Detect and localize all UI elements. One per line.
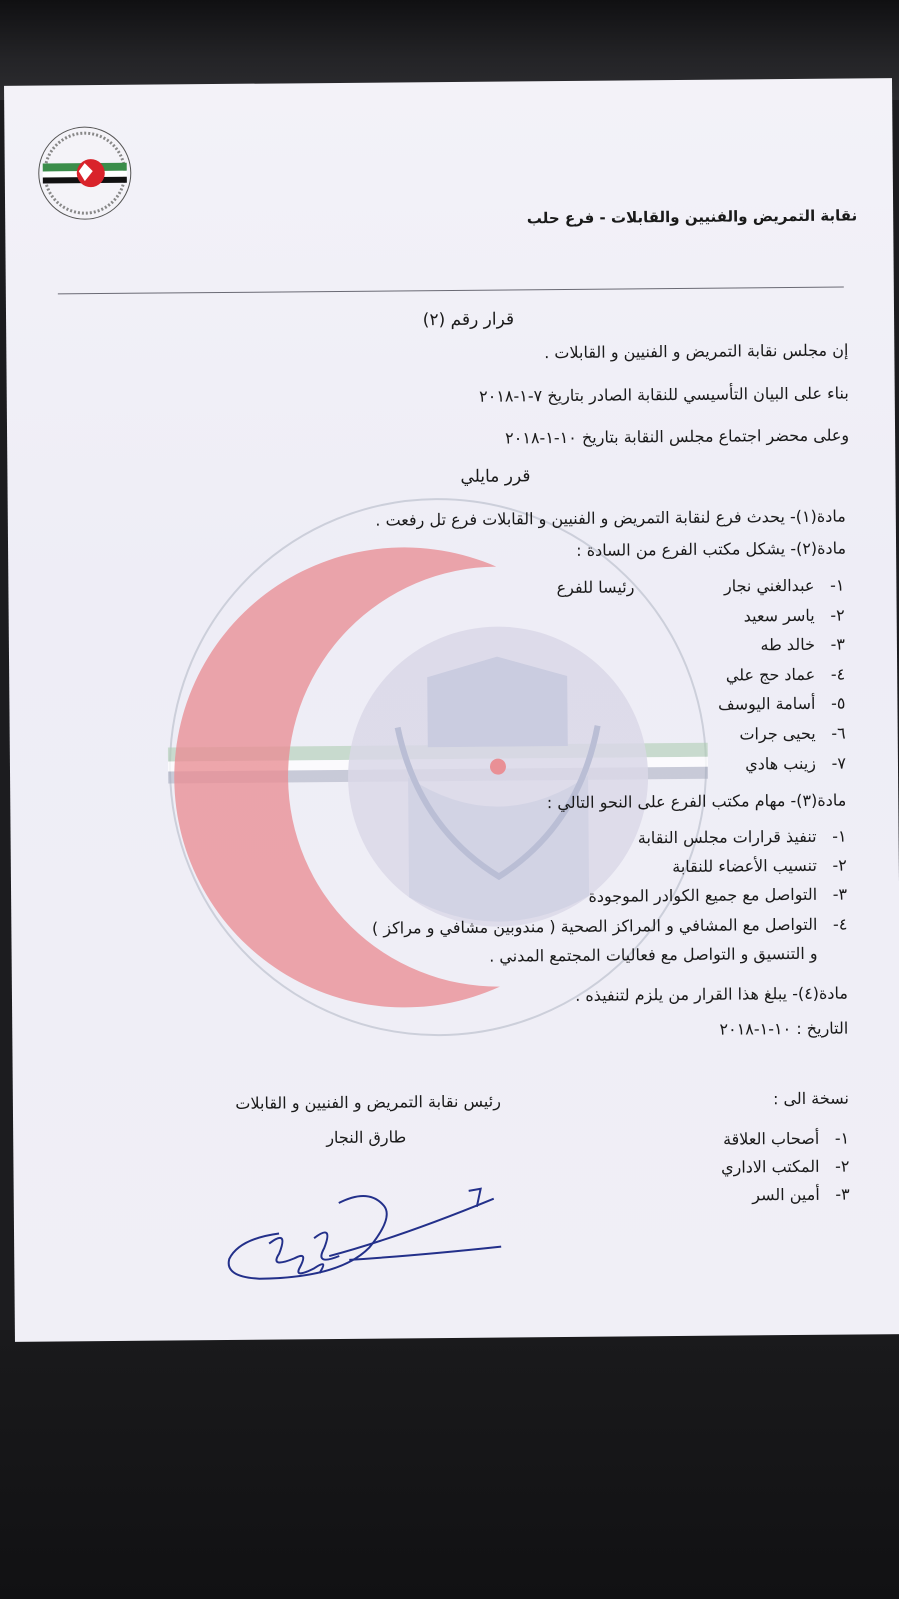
watermark-seal: [165, 475, 710, 1060]
member-number: ٧-: [831, 753, 847, 773]
member-role: رئيسا للفرع: [556, 577, 635, 598]
article-1: مادة(١)- يحدث فرع لنقابة التمريض و الفنيين و القابلات فرع تل رفعت .: [375, 506, 846, 530]
task-text: التواصل مع جميع الكوادر الموجودة: [588, 884, 818, 906]
syndicate-logo-icon: [34, 123, 135, 224]
task-number: ٢-: [832, 855, 847, 875]
preamble-line-1: إن مجلس نقابة التمريض و الفنيين و القابلات .: [544, 340, 849, 363]
member-name: خالد طه: [760, 634, 816, 655]
member-number: ٦-: [831, 723, 846, 743]
member-name: عبدالغني نجار: [723, 575, 815, 596]
preamble-line-3: وعلى محضر اجتماع مجلس النقابة بتاريخ ١٠-١-٢٠١٨: [505, 425, 850, 448]
resolved-heading: قرر مايلي: [460, 466, 531, 487]
task-number: ٤-: [832, 914, 848, 934]
task-text: التواصل مع المشافي و المراكز الصحية ( مندوبين مشافي و مراكز ): [371, 914, 818, 938]
copy-number: ٣-: [835, 1184, 850, 1204]
member-number: ١-: [829, 575, 845, 595]
member-name: أسامة اليوسف: [718, 693, 816, 714]
background-bottom: [0, 1330, 899, 1599]
document-page: [4, 78, 899, 1342]
article-2-heading: مادة(٢)- يشكل مكتب الفرع من السادة :: [576, 538, 847, 560]
member-number: ٣-: [830, 634, 846, 654]
article-4: مادة(٤)- يبلغ هذا القرار من يلزم لتنفيذه .: [575, 983, 849, 1005]
decision-date: التاريخ : ١٠-١-٢٠١٨: [719, 1018, 849, 1039]
signatory-title: رئيس نقابة التمريض و الفنيين و القابلات: [235, 1091, 501, 1113]
task-4-continued: و التنسيق و التواصل مع فعاليات المجتمع المدني .: [489, 943, 818, 966]
member-number: ٥-: [830, 693, 846, 713]
member-number: ٤-: [830, 664, 846, 684]
member-name: زينب هادي: [745, 753, 817, 774]
member-name: يحيى جرات: [739, 723, 816, 744]
task-text: تنسيب الأعضاء للنقابة: [672, 855, 817, 877]
task-number: ٣-: [832, 884, 848, 904]
copy-recipient: أمين السر: [752, 1184, 820, 1205]
decision-title: قرار رقم (٢): [422, 309, 515, 331]
member-name: ياسر سعيد: [743, 605, 815, 626]
signatory-name: طارق النجار: [326, 1127, 407, 1148]
organization-header: نقابة التمريض والفنيين والقابلات - فرع حلب: [526, 206, 858, 228]
member-name: عماد حج علي: [725, 664, 816, 685]
member-number: ٢-: [830, 605, 845, 625]
preamble-line-2: بناء على البيان التأسيسي للنقابة الصادر بتاريخ ٧-١-٢٠١٨: [479, 383, 849, 406]
article-3-heading: مادة(٣)- مهام مكتب الفرع على النحو التالي :: [546, 790, 847, 813]
task-text: تنفيذ قرارات مجلس النقابة: [637, 826, 817, 848]
copy-number: ٢-: [835, 1156, 850, 1176]
task-number: ١-: [832, 826, 847, 846]
copy-recipient: أصحاب العلاقة: [722, 1128, 820, 1149]
header-divider: [58, 287, 844, 295]
copy-recipient: المكتب الاداري: [720, 1156, 820, 1177]
copy-number: ١-: [834, 1128, 850, 1148]
signature-icon: [219, 1177, 510, 1300]
copies-heading: نسخة الى :: [772, 1088, 849, 1109]
